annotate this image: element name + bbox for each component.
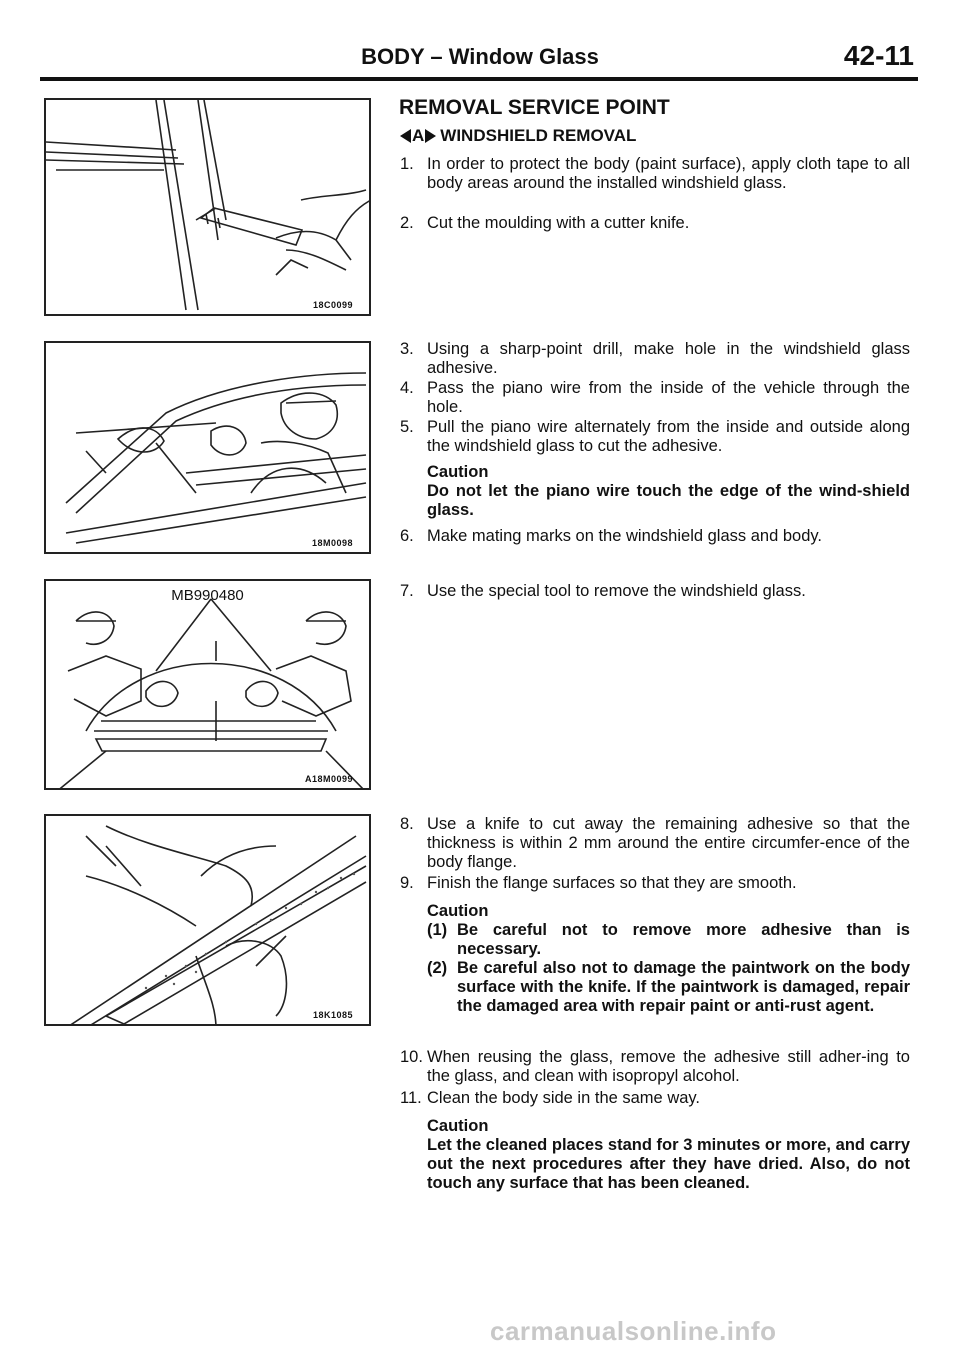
step-item [400, 418, 910, 456]
step-item [400, 815, 910, 872]
step-number: 7. [400, 582, 414, 600]
step-text: Using a sharp-point drill, make hole in the windshield glass adhesive. [427, 340, 910, 377]
caution-item-number: (2) [427, 959, 448, 977]
step-number: 11. [400, 1089, 422, 1107]
step-text: Finish the flange surfaces so that they are smooth. [427, 874, 797, 892]
step-text: Use a knife to cut away the remaining adhesive so that the thickness is within 2 mm around the entire circumfer-ence of the body flange. [427, 815, 910, 871]
arrow-left-icon [400, 129, 411, 143]
figure-cutter-knife [44, 98, 371, 316]
step-number: 3. [400, 340, 414, 358]
cutter-knife-illustration [46, 100, 371, 316]
figure-code: 18C0099 [312, 300, 353, 310]
caution-item-text: Be careful not to remove more adhesive than is necessary. [457, 921, 910, 958]
step-item [400, 214, 910, 233]
step-text: When reusing the glass, remove the adhesive still adher-ing to the glass, and clean with isopropyl alcohol. [427, 1048, 910, 1085]
header-rule [40, 77, 918, 81]
caution-item-number: (1) [427, 921, 448, 939]
caution-heading: Caution [427, 1117, 489, 1135]
step-text: Clean the body side in the same way. [427, 1089, 701, 1107]
step-text: Pass the piano wire from the inside of the vehicle through the hole. [427, 379, 910, 416]
caution-item-text: Be careful also not to damage the paintwork on the body surface with the knife. If the paintwork is damaged, repair the damaged area with repair paint or anti-rust agent. [457, 959, 910, 1015]
special-tool-illustration [46, 581, 371, 790]
caution-text: Let the cleaned places stand for 3 minutes or more, and carry out the next procedures after they have dried. Also, do not touch any surface that has been cleaned. [427, 1136, 910, 1192]
step-text: Pull the piano wire alternately from the inside and outside along the windshield glass to cut the adhesive. [427, 418, 910, 455]
section-title: REMOVAL SERVICE POINT [399, 96, 670, 119]
caution-text: Do not let the piano wire touch the edge of the wind-shield glass. [427, 482, 910, 519]
step-item [400, 582, 910, 601]
step-number: 9. [400, 874, 414, 892]
step-item [400, 379, 910, 417]
step-number: 8. [400, 815, 414, 833]
badge-letter: A [412, 126, 425, 145]
step-text: Make mating marks on the windshield glass and body. [427, 527, 822, 545]
step-text: Cut the moulding with a cutter knife. [427, 214, 690, 232]
step-number: 2. [400, 214, 414, 232]
caution-item [427, 921, 910, 959]
piano-wire-illustration [46, 343, 371, 554]
step-item [400, 874, 910, 893]
arrow-right-icon [425, 129, 436, 143]
step-number: 1. [400, 155, 414, 173]
step-text: In order to protect the body (paint surface), apply cloth tape to all body areas around the installed windshield glass. [427, 155, 910, 192]
step-number: 4. [400, 379, 414, 397]
step-text: Use the special tool to remove the windshield glass. [427, 582, 806, 600]
caution-item [427, 959, 910, 1016]
caution-note [427, 902, 910, 1016]
step-number: 10. [400, 1048, 423, 1066]
caution-heading: Caution [427, 463, 489, 481]
step-item [400, 340, 910, 378]
figure-code: A18M0099 [304, 774, 353, 784]
figure-code: 18M0098 [311, 538, 353, 548]
adhesive-knife-illustration [46, 816, 371, 1026]
step-number: 5. [400, 418, 414, 436]
step-item [400, 1089, 910, 1108]
page-number: 42-11 [843, 40, 914, 71]
figure-adhesive-knife [44, 814, 371, 1026]
step-item [400, 155, 910, 193]
subsection-heading [400, 126, 636, 146]
section-header-title: BODY – Window Glass [361, 44, 599, 69]
caution-note [427, 1117, 910, 1193]
figure-piano-wire [44, 341, 371, 554]
caution-note [427, 463, 910, 520]
service-point-badge [400, 126, 436, 146]
special-tool-label: MB990480 [171, 587, 244, 604]
figure-code: 18K1085 [312, 1010, 353, 1020]
watermark: carmanualsonline.info [490, 1316, 777, 1346]
caution-heading: Caution [427, 902, 489, 920]
step-number: 6. [400, 527, 414, 545]
step-item [400, 527, 910, 546]
subsection-title: WINDSHIELD REMOVAL [440, 126, 637, 145]
step-item [400, 1048, 910, 1086]
figure-special-tool [44, 579, 371, 790]
